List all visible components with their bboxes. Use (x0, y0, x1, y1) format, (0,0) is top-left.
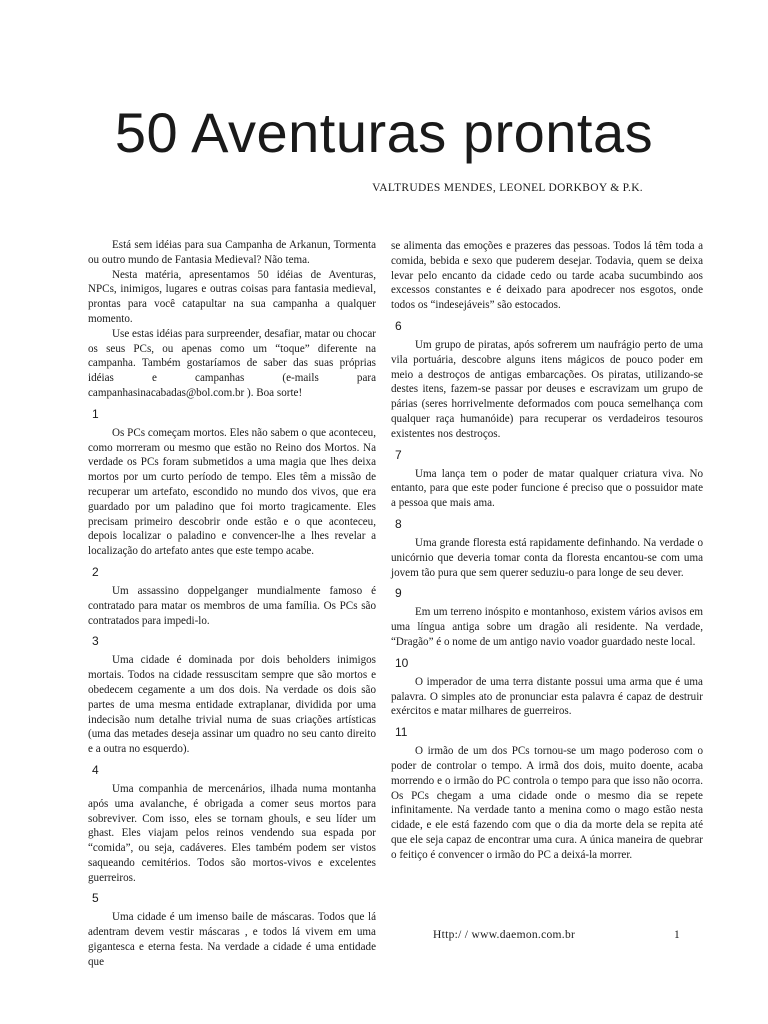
left-column (88, 238, 376, 970)
adventure-text: Uma lança tem o poder de matar qualquer criatura viva. No entanto, para que este poder funcione é preciso que o possuidor mate a pessoa que mais ama. (391, 467, 703, 510)
adventure-text: Uma cidade é um imenso baile de máscaras. Todos que lá adentram devem vestir máscaras , e todos lá vivem em uma gigantesca e eterna festa. Na verdade a cidade é uma entidade que (88, 911, 376, 968)
adventure-text: Um assassino doppelganger mundialmente famoso é contratado para matar os membros de uma família. Os PCs são contratados para impedi-lo. (88, 584, 376, 627)
adventure-text: Uma cidade é dominada por dois beholders inimigos mortais. Todos na cidade ressuscitam sempre que são mortos e obedecem cegamente a um dos dois. Na verdade os dois são partes de uma mesma entidade extraplanar, dividida por uma indecisão num detalhe trivial numa de suas criações artísticas (uma das metades deseja assinar um quadro no seu canto direito e a outra no esquerdo). (88, 654, 376, 756)
adventure-number: 4 (92, 762, 99, 777)
adventure-number: 5 (92, 891, 99, 906)
adventure-text: Uma companhia de mercenários, ilhada numa montanha após uma avalanche, é obrigada a comer seus mortos para sobreviver. Com isso, eles se tornam ghouls, e seu líder um ghast. Eles viajam pelos reinos vendendo sua espada por “comida”, ou seja, cadáveres. Eles também podem ser vistos saqueando cemitérios. Todos são mortos-vivos e excelentes guerreiros. (88, 782, 376, 884)
adventure-text-continued: se alimenta das emoções e prazeres das pessoas. Todos lá têm toda a comida, bebida e sexo que puderem desejar. Todavia, quem se deixa levar pelo encanto da cidade cedo ou tarde acaba sucumbindo aos excessos constantes e é deixado para apodrecer nos esgotos, onde todos os “indesejáveis” são estocados. (391, 240, 703, 312)
intro-paragraph: Está sem idéias para sua Campanha de Arkanun, Tormenta ou outro mundo de Fantasia Medieval? Não tema. (88, 239, 376, 266)
adventure-number: 10 (395, 655, 409, 670)
adventure-number: 2 (92, 564, 99, 579)
adventure-number: 6 (395, 318, 402, 333)
right-column (391, 239, 703, 863)
page-number: 1 (674, 929, 680, 941)
adventure-number: 8 (395, 516, 402, 531)
adventure-number: 7 (395, 447, 402, 462)
adventure-text: O irmão de um dos PCs tornou-se um mago poderoso com o poder de controlar o tempo. A irmã dos dois, muito doente, acaba morrendo e o irmão do PC controla o tempo para que isso não ocorra. Os PCs chegam a uma cidade onde o mesmo dia se repete infinitamente. Na verdade tanto a menina como o mago estão nesta cidade, e ele está fazendo com que o dia da morte dela se repita até que ele seja capaz de encontrar uma cura. A única maneira de quebrar o feitiço é convencer o irmão do PC a deixá-la morrer. (391, 745, 703, 861)
adventure-text: Um grupo de piratas, após sofrerem um naufrágio perto de uma vila portuária, descobre alguns itens mágicos de pouco poder em meio a destroços de antigas embarcações. Os piratas, utilizando-se destes itens, fazem-se passar por deuses e escravizam um grupo de párias (seres horrivelmente deformados com pouca semelhança com qualquer raça humanóide) para recuperar os verdadeiros tesouros existentes nos destroços. (391, 338, 703, 440)
adventure-text: Os PCs começam mortos. Eles não sabem o que aconteceu, como morreram ou mesmo que estão no Reino dos Mortos. Na verdade os PCs foram submetidos a uma magia que lhes deixa mortos por um curto período de tempo. Eles têm a missão de recuperar um artefato, escondido no mundo dos vivos, que era guardado por um paladino que foi morto tragicamente. Eles precisam primeiro descobrir onde estão e o que aconteceu, depois localizar o paladino e convencer-lhe a lhes revelar a localização do artefato antes que este tempo acabe. (88, 426, 376, 558)
intro-paragraph: Nesta matéria, apresentamos 50 idéias de Aventuras, NPCs, inimigos, lugares e outras coisas para fantasia medieval, prontas para você catapultar na sua campanha a qualquer momento. (88, 268, 376, 325)
adventure-number: 11 (395, 725, 408, 740)
intro-paragraph: Use estas idéias para surpreender, desafiar, matar ou chocar os seus PCs, ou apenas como um “toque” diferente na campanha. Também gostaríamos de saber das suas próprias idéias e campanhas (e-mails para campanhasinacabadas@bol.com.br ). Boa sorte! (88, 327, 377, 399)
adventure-number: 3 (92, 634, 99, 649)
article-title: 50 Aventuras prontas (114, 101, 654, 164)
adventure-number: 9 (395, 586, 402, 601)
adventure-text: O imperador de uma terra distante possui uma arma que é uma palavra. O simples ato de pronunciar esta palavra é capaz de destruir exércitos e matar milhares de guerreiros. (391, 675, 703, 718)
adventure-number: 1 (92, 406, 99, 421)
footer-url[interactable]: Http:/ / www.daemon.com.br (433, 929, 576, 941)
adventure-text: Uma grande floresta está rapidamente definhando. Na verdade o unicórnio que deveria tomar conta da floresta encantou-se com uma jovem tão pura que sem querer seduziu-o para longe de seu dever. (391, 536, 703, 579)
adventure-text: Em um terreno inóspito e montanhoso, existem vários avisos em uma língua antiga sobre um dragão ali residente. Na verdade, “Dragão” é o nome de um antigo navio voador guardado neste local. (391, 606, 703, 648)
article-authors: VALTRUDES MENDES, LEONEL DORKBOY & P.K. (372, 182, 643, 194)
